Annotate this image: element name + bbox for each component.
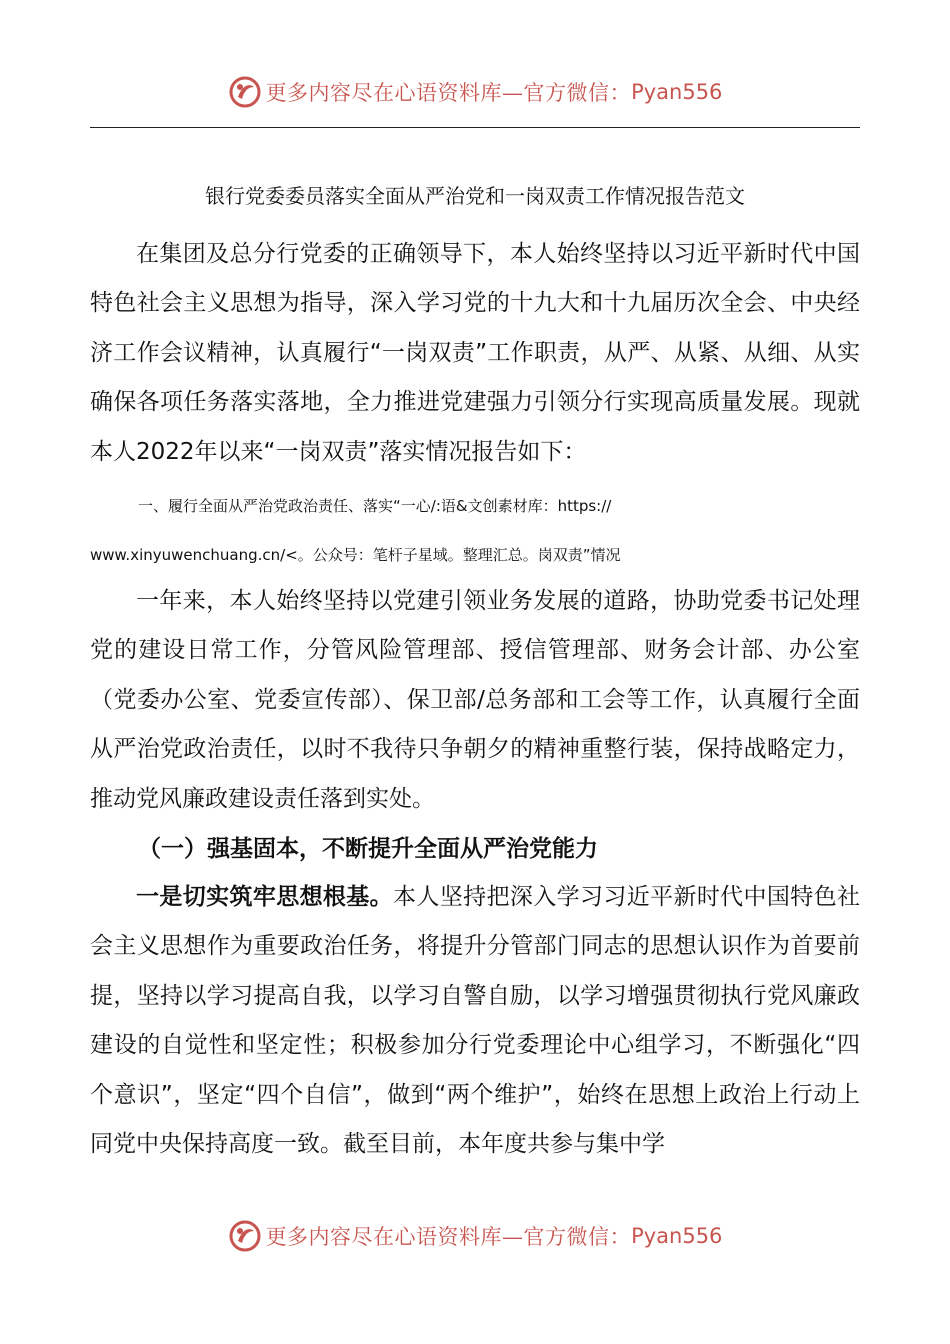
document-title: 银行党委委员落实全面从严治党和一岗双责工作情况报告范文 [205,184,745,208]
header-banner [0,72,950,112]
header-divider [90,127,860,128]
section-heading-line1: 一、履行全面从严治党政治责任、落实“一心/:语&文创素材库：https:// [138,497,612,515]
subheading-1: （一）强基固本，不断提升全面从严治党能力 [138,836,598,862]
footer-banner [0,1216,950,1256]
banner-text: 更多内容尽在心语资料库—官方微信： [265,1225,632,1249]
banner-wechat-id: Pyan556 [631,1224,723,1248]
banner-wechat-id: Pyan556 [631,80,723,104]
paragraph-point-1 [90,873,860,1169]
paragraph-summary: 一年来，本人始终坚持以党建引领业务发展的道路，协助党委书记处理党的建设日常工作，分管风险管理部、授信管理部、财务会计部、办公室（党委办公室、党委宣传部）、保卫部/总务部和工会等工作，认真履行全面从严治党政治责任，以时不我待只争朝夕的精神重整行装，保持战略定力，推动党风廉政建设责任落到实处。 [90,588,860,812]
banner-text: 更多内容尽在心语资料库—官方微信： [265,81,632,105]
logo-icon [228,75,262,109]
section-heading-line2: www.xinyuwenchuang.cn/<。公众号：笔杆子星域。整理汇总。岗双责”情况 [90,546,621,564]
paragraph-body: 本人坚持把深入学习习近平新时代中国特色社会主义思想作为重要政治任务，将提升分管部门同志的思想认识作为首要前提，坚持以学习提高自我，以学习自警自励，以学习增强贯彻执行党风廉政建设的自觉性和坚定性；积极参加分行党委理论中心组学习，不断强化“四个意识”，坚定“四个自信”，做到“两个维护”，始终在思想上政治上行动上同党中央保持高度一致。截至目前，本年度共参与集中学 [90,884,861,1158]
paragraph-intro: 在集团及总分行党委的正确领导下，本人始终坚持以习近平新时代中国特色社会主义思想为指导，深入学习党的十九大和十九届历次全会、中央经济工作会议精神，认真履行“一岗双责”工作职责，从严、从紧、从细、从实确保各项任务落实落地，全力推进党建强力引领分行实现高质量发展。现就本人2022年以来“一岗双责”落实情况报告如下： [90,241,860,465]
paragraph-lead: 一是切实筑牢思想根基。 [136,884,394,910]
logo-icon [228,1219,262,1253]
